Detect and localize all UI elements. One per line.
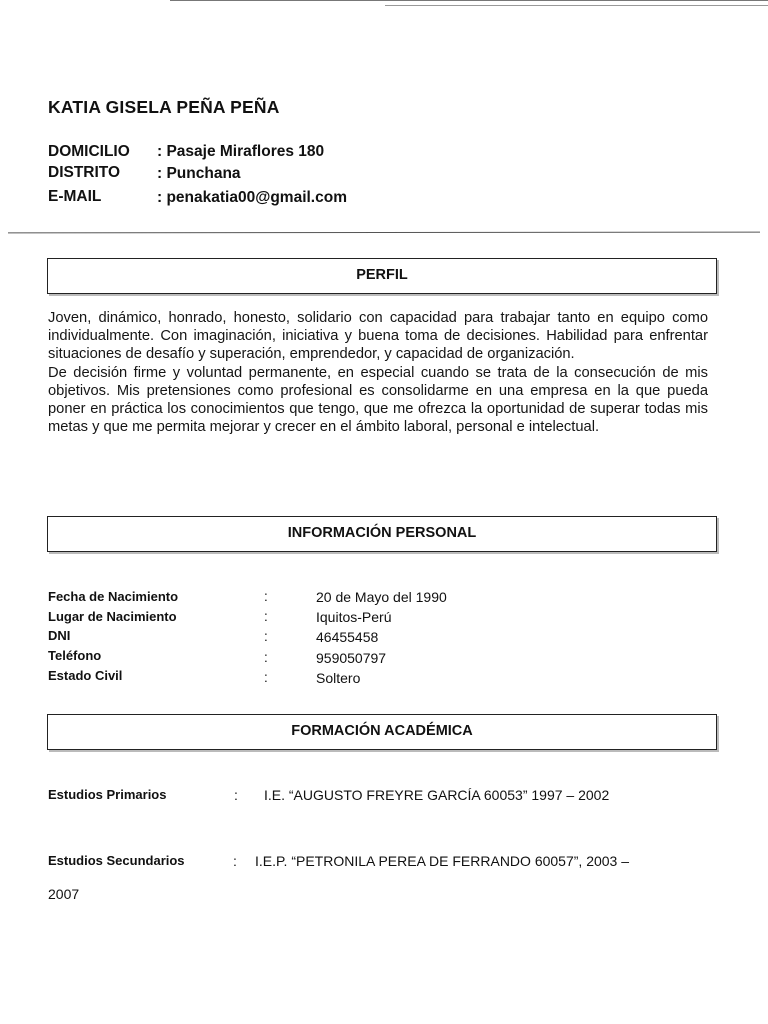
edu-value-primarios: I.E. “AUGUSTO FREYRE GARCÍA 60053” 1997 – 2002 [264, 787, 610, 803]
info-label-estado-civil: Estado Civil [48, 668, 123, 683]
contact-value-domicilio: : Pasaje Miraflores 180 [157, 143, 325, 160]
section-box-personal [47, 516, 717, 552]
info-value-estado-civil: Soltero [316, 670, 361, 686]
edu-label-secundarios: Estudios Secundarios [48, 853, 185, 868]
info-label-dni: DNI [48, 628, 71, 643]
edu-colon: : [233, 853, 237, 869]
perfil-text [48, 309, 708, 436]
contact-value-email: : penakatia00@gmail.com [157, 189, 347, 206]
contact-label-email: E-MAIL [48, 188, 102, 205]
info-value-fecha: 20 de Mayo del 1990 [316, 589, 447, 605]
top-border-line-2 [385, 5, 768, 6]
perfil-paragraph: De decisión firme y voluntad permanente, en especial cuando se trata de la consecución de mis objetivos. Mis pretensiones como profesional es consolidarme en una empresa en la que pueda poner en práctica los conocimientos que tengo, que me ofrezca la oportunidad de superar todas mis metas y que me permita mejorar y crecer en el ámbito laboral, personal e intelectual. [48, 364, 708, 436]
edu-label-primarios: Estudios Primarios [48, 787, 167, 802]
edu-value-secundarios-continuation: 2007 [48, 886, 80, 902]
header-separator [8, 232, 760, 234]
contact-label-domicilio: DOMICILIO [48, 143, 130, 160]
info-value-lugar: Iquitos-Perú [316, 609, 392, 625]
info-label-fecha: Fecha de Nacimiento [48, 589, 179, 604]
contact-label-distrito: DISTRITO [48, 164, 121, 181]
top-border-line [170, 0, 768, 1]
candidate-name: KATIA GISELA PEÑA PEÑA [48, 97, 280, 117]
info-label-lugar: Lugar de Nacimiento [48, 609, 177, 624]
section-box-academica [47, 714, 717, 750]
contact-value-distrito: : Punchana [157, 165, 241, 182]
info-colon: : [264, 629, 268, 644]
section-title-personal: INFORMACIÓN PERSONAL [287, 525, 477, 541]
edu-colon: : [234, 787, 238, 803]
info-colon: : [264, 670, 268, 685]
info-value-telefono: 959050797 [316, 650, 387, 666]
info-colon: : [264, 589, 268, 604]
section-title-perfil: PERFIL [356, 267, 408, 283]
info-colon: : [264, 650, 268, 665]
info-value-dni: 46455458 [316, 629, 379, 645]
section-title-academica: FORMACIÓN ACADÉMICA [291, 723, 473, 739]
info-colon: : [264, 609, 268, 624]
info-label-telefono: Teléfono [48, 648, 102, 663]
perfil-paragraph: Joven, dinámico, honrado, honesto, solidario con capacidad para trabajar tanto en equipo como individualmente. Con imaginación, iniciativa y buena toma de decisiones. Habilidad para enfrentar situaciones de desafío y superación, emprendedor, y capacidad de organización. [48, 310, 708, 363]
section-box-perfil [47, 258, 717, 294]
edu-value-secundarios: I.E.P. “PETRONILA PEREA DE FERRANDO 60057”, 2003 – [255, 853, 630, 869]
